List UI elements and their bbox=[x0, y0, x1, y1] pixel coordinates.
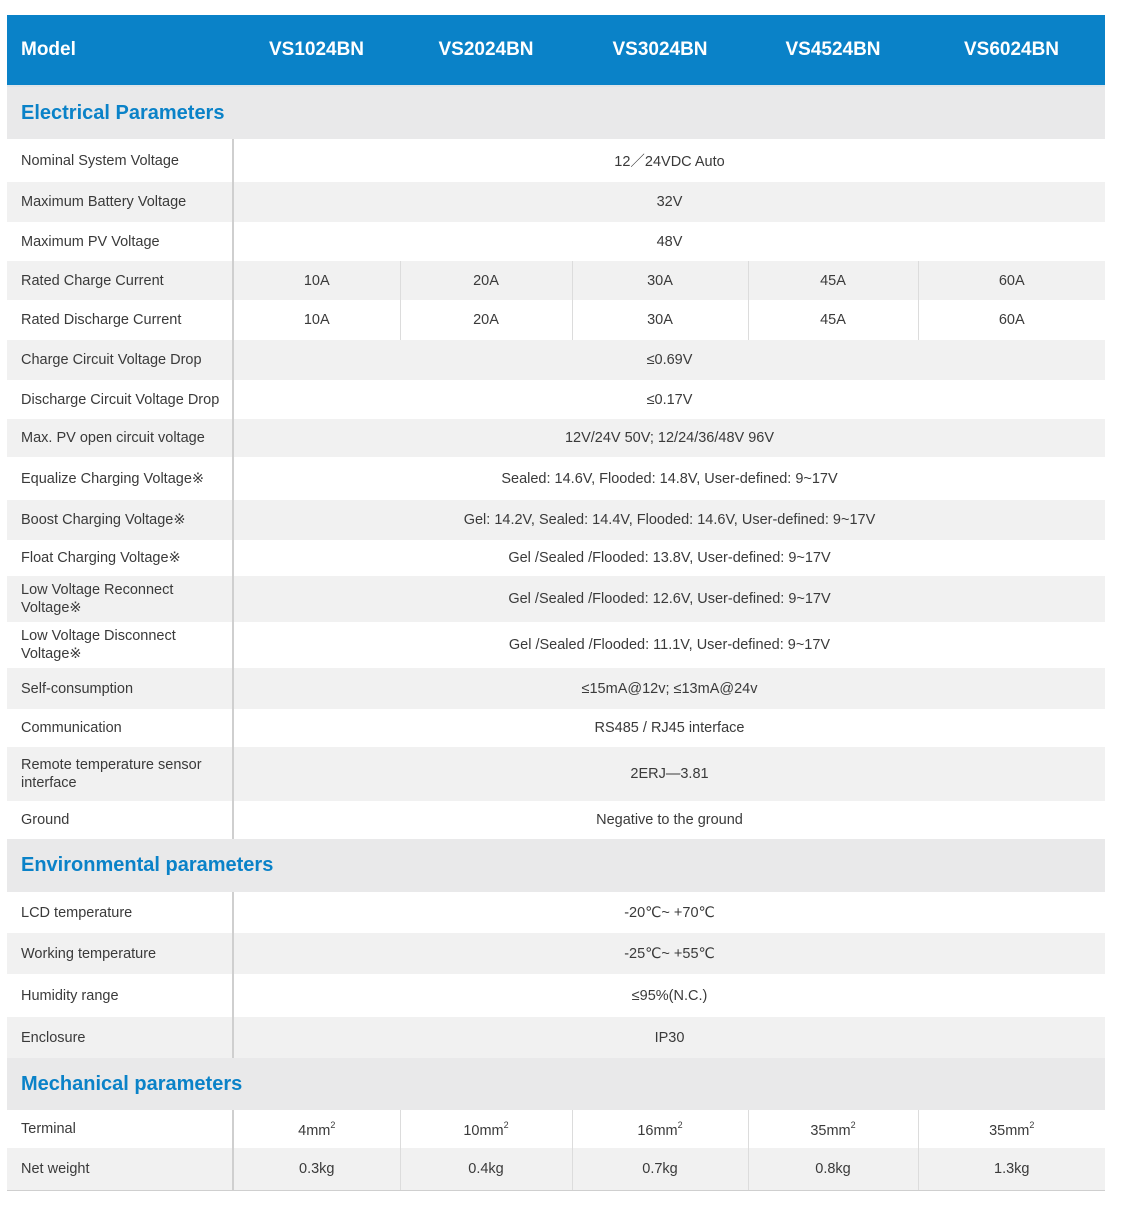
row-value: 60A bbox=[918, 261, 1105, 300]
row-value: 0.4kg bbox=[400, 1148, 572, 1190]
row-value: 30A bbox=[572, 261, 748, 300]
model-name: VS2024BN bbox=[400, 15, 572, 86]
row-label: Max. PV open circuit voltage bbox=[7, 419, 233, 457]
row-label: Net weight bbox=[7, 1148, 233, 1190]
row-value bbox=[400, 1110, 572, 1148]
row-value: Gel /Sealed /Flooded: 11.1V, User-defined: 9~17V bbox=[233, 622, 1105, 668]
row-value: 0.8kg bbox=[748, 1148, 918, 1190]
table-row bbox=[7, 1110, 1105, 1148]
row-label: Enclosure bbox=[7, 1017, 233, 1058]
row-value bbox=[233, 1110, 400, 1148]
row-label: Equalize Charging Voltage※ bbox=[7, 457, 233, 500]
row-value: ≤0.69V bbox=[233, 340, 1105, 380]
row-label: Charge Circuit Voltage Drop bbox=[7, 340, 233, 380]
row-label-line: interface bbox=[21, 775, 77, 791]
table-row bbox=[7, 182, 1105, 222]
model-name: VS3024BN bbox=[572, 15, 748, 86]
table-row bbox=[7, 380, 1105, 419]
unit-superscript: 2 bbox=[1029, 1119, 1035, 1130]
table-row bbox=[7, 576, 1105, 622]
row-value: Gel: 14.2V, Sealed: 14.4V, Flooded: 14.6V, User-defined: 9~17V bbox=[233, 500, 1105, 540]
table-row bbox=[7, 340, 1105, 380]
spec-sheet bbox=[7, 15, 1105, 1191]
row-label-line: Low Voltage Disconnect bbox=[21, 628, 176, 644]
row-value: 20A bbox=[400, 300, 572, 340]
table-row bbox=[7, 974, 1105, 1017]
row-label: Float Charging Voltage※ bbox=[7, 540, 233, 576]
row-label: Terminal bbox=[7, 1110, 233, 1148]
table-row bbox=[7, 222, 1105, 261]
row-value: 2ERJ—3.81 bbox=[233, 747, 1105, 801]
table-row bbox=[7, 622, 1105, 668]
table-row bbox=[7, 500, 1105, 540]
model-name: VS4524BN bbox=[748, 15, 918, 86]
row-label-line: Voltage※ bbox=[21, 600, 82, 616]
row-label bbox=[7, 622, 233, 668]
row-value: 30A bbox=[572, 300, 748, 340]
row-value: -20℃~ +70℃ bbox=[233, 892, 1105, 933]
section-row bbox=[7, 839, 1105, 892]
row-label: Nominal System Voltage bbox=[7, 139, 233, 182]
section-title-electrical: Electrical Parameters bbox=[7, 86, 1105, 139]
row-value: 45A bbox=[748, 261, 918, 300]
unit-superscript: 2 bbox=[330, 1119, 336, 1130]
row-label: Maximum PV Voltage bbox=[7, 222, 233, 261]
row-value: 1.3kg bbox=[918, 1148, 1105, 1190]
row-value: 48V bbox=[233, 222, 1105, 261]
row-label: Ground bbox=[7, 801, 233, 839]
row-value: -25℃~ +55℃ bbox=[233, 933, 1105, 974]
row-label: Maximum Battery Voltage bbox=[7, 182, 233, 222]
model-header: Model bbox=[7, 15, 233, 86]
row-label bbox=[7, 747, 233, 801]
model-name: VS1024BN bbox=[233, 15, 400, 86]
model-name: VS6024BN bbox=[918, 15, 1105, 86]
row-value: 20A bbox=[400, 261, 572, 300]
table-row bbox=[7, 139, 1105, 182]
row-label: LCD temperature bbox=[7, 892, 233, 933]
row-value: Negative to the ground bbox=[233, 801, 1105, 839]
row-value: 0.3kg bbox=[233, 1148, 400, 1190]
table-row bbox=[7, 668, 1105, 709]
row-value: Gel /Sealed /Flooded: 12.6V, User-defined: 9~17V bbox=[233, 576, 1105, 622]
row-label-line: Low Voltage Reconnect bbox=[21, 582, 174, 598]
row-label-line: Voltage※ bbox=[21, 646, 82, 662]
table-row bbox=[7, 1017, 1105, 1058]
row-value bbox=[918, 1110, 1105, 1148]
row-value: 45A bbox=[748, 300, 918, 340]
row-label: Self-consumption bbox=[7, 668, 233, 709]
section-title-mechanical: Mechanical parameters bbox=[7, 1058, 1105, 1110]
table-row bbox=[7, 709, 1105, 747]
row-value: 12V/24V 50V; 12/24/36/48V 96V bbox=[233, 419, 1105, 457]
table-row bbox=[7, 933, 1105, 974]
table-row bbox=[7, 801, 1105, 839]
table-row bbox=[7, 540, 1105, 576]
row-label: Rated Discharge Current bbox=[7, 300, 233, 340]
table-row bbox=[7, 1148, 1105, 1190]
table-row bbox=[7, 261, 1105, 300]
row-label: Communication bbox=[7, 709, 233, 747]
row-value: Sealed: 14.6V, Flooded: 14.8V, User-defined: 9~17V bbox=[233, 457, 1105, 500]
table-row bbox=[7, 300, 1105, 340]
row-label-line: Remote temperature sensor bbox=[21, 757, 202, 773]
row-value bbox=[572, 1110, 748, 1148]
table-row bbox=[7, 747, 1105, 801]
table-row bbox=[7, 892, 1105, 933]
section-title-environmental: Environmental parameters bbox=[7, 839, 1105, 892]
unit-superscript: 2 bbox=[503, 1119, 509, 1130]
unit-superscript: 2 bbox=[850, 1119, 856, 1130]
row-value bbox=[748, 1110, 918, 1148]
row-value: ≤15mA@12v; ≤13mA@24v bbox=[233, 668, 1105, 709]
row-label: Discharge Circuit Voltage Drop bbox=[7, 380, 233, 419]
row-label bbox=[7, 576, 233, 622]
row-value: 32V bbox=[233, 182, 1105, 222]
header-row bbox=[7, 15, 1105, 86]
row-value: 0.7kg bbox=[572, 1148, 748, 1190]
section-row bbox=[7, 86, 1105, 139]
row-value: 12／24VDC Auto bbox=[233, 139, 1105, 182]
terminal-size: 35mm bbox=[989, 1122, 1030, 1139]
row-label: Boost Charging Voltage※ bbox=[7, 500, 233, 540]
row-label: Rated Charge Current bbox=[7, 261, 233, 300]
row-value: Gel /Sealed /Flooded: 13.8V, User-defined: 9~17V bbox=[233, 540, 1105, 576]
terminal-size: 10mm bbox=[463, 1122, 504, 1139]
table-row bbox=[7, 419, 1105, 457]
row-value: 10A bbox=[233, 300, 400, 340]
row-value: 60A bbox=[918, 300, 1105, 340]
row-value: IP30 bbox=[233, 1017, 1105, 1058]
terminal-size: 4mm bbox=[298, 1122, 331, 1139]
row-value: ≤0.17V bbox=[233, 380, 1105, 419]
row-value: RS485 / RJ45 interface bbox=[233, 709, 1105, 747]
row-value: 10A bbox=[233, 261, 400, 300]
row-label: Working temperature bbox=[7, 933, 233, 974]
table-row bbox=[7, 457, 1105, 500]
spec-table bbox=[7, 15, 1105, 1191]
row-label: Humidity range bbox=[7, 974, 233, 1017]
terminal-size: 16mm bbox=[637, 1122, 678, 1139]
terminal-size: 35mm bbox=[810, 1122, 851, 1139]
unit-superscript: 2 bbox=[677, 1119, 683, 1130]
row-value: ≤95%(N.C.) bbox=[233, 974, 1105, 1017]
section-row bbox=[7, 1058, 1105, 1110]
